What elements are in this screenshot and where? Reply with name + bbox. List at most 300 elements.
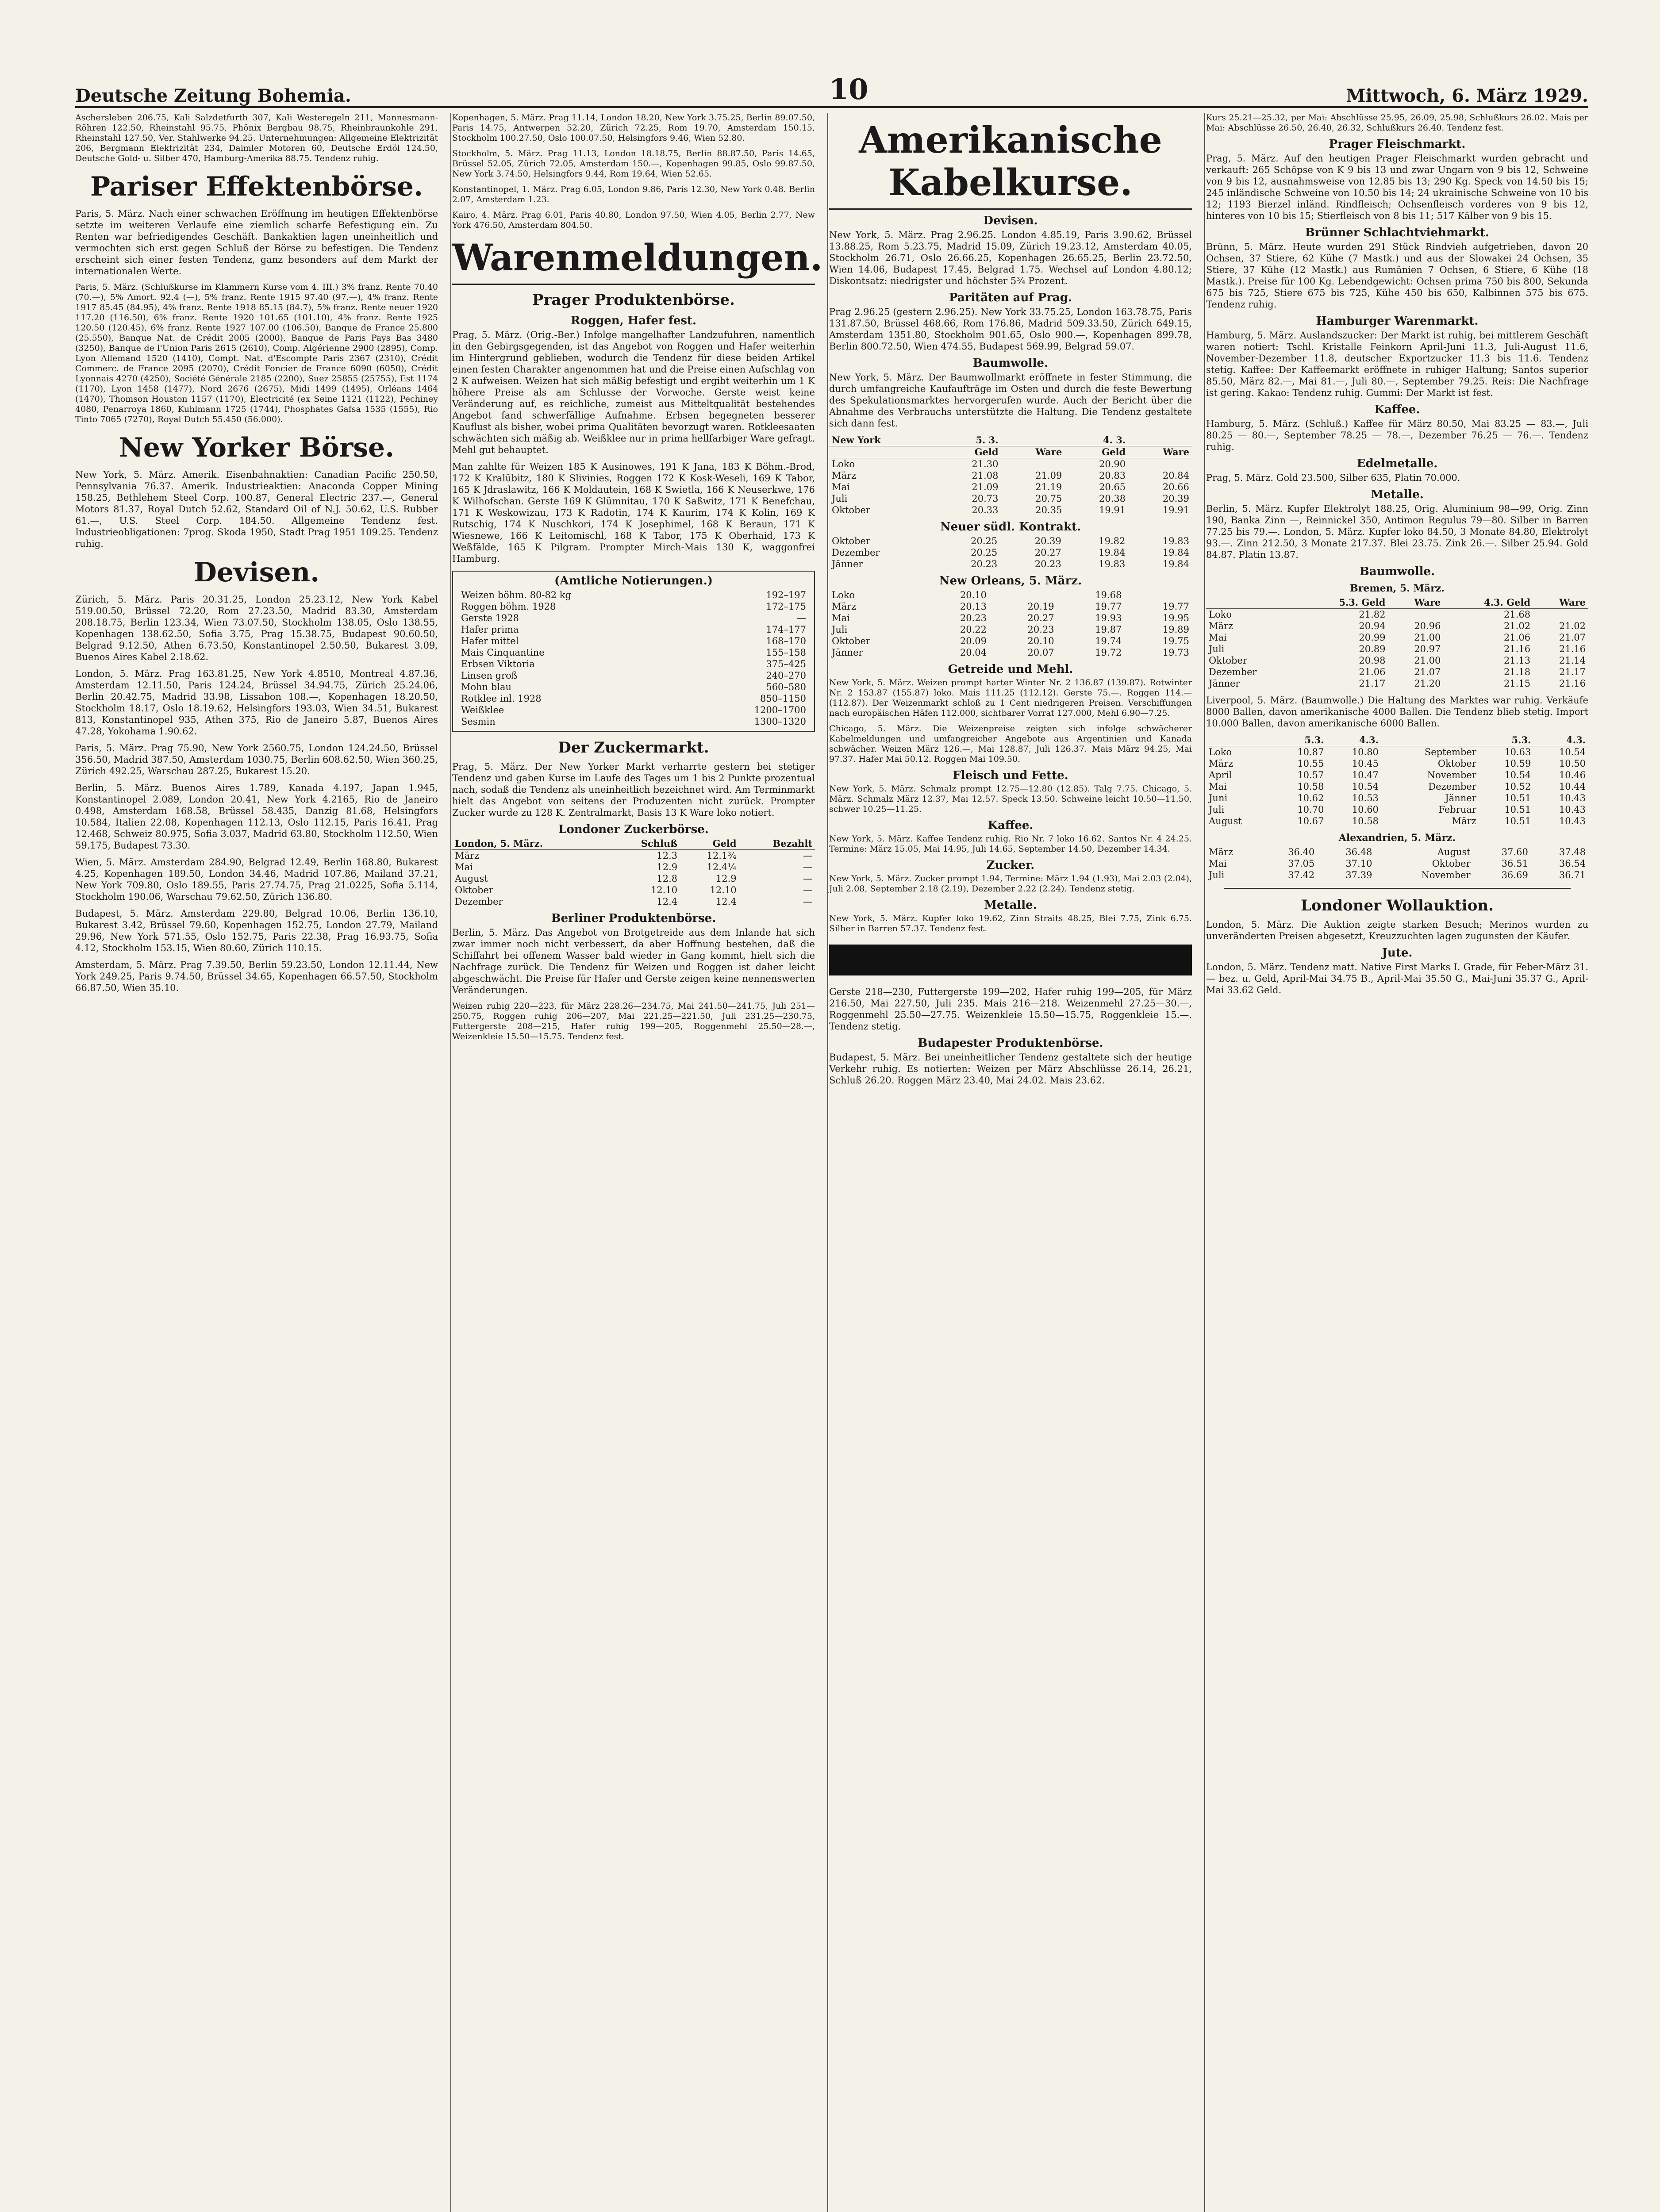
table-header-cell: New York: [829, 434, 938, 446]
table-cell: 168–170: [766, 636, 806, 646]
table-row: [1206, 781, 1588, 792]
table-header-cell: [1001, 434, 1065, 446]
article-text: New York, 5. März. Schmalz prompt 12.75—12.80 (12.85). Talg 7.75. Chicago, 5. März. Schmalz März 12.37, Mai 12.57. Speck 13.50. Schweine leicht 10.50—11.50, schwer 10.25—11.25.: [829, 784, 1192, 814]
table-cell: 172–175: [766, 601, 806, 612]
table-cell: Loko: [1209, 609, 1232, 620]
table-cell: —: [803, 873, 812, 884]
subsection-label: Jute.: [1382, 946, 1413, 960]
table-cell: 12.3: [657, 850, 678, 861]
table-header-cell: Ware: [1533, 597, 1588, 609]
table-cell: 19.73: [1162, 647, 1189, 658]
table-cell: 10.62: [1297, 793, 1324, 803]
table-cell: 21.02: [1503, 621, 1531, 631]
table-cell: 12.9: [715, 873, 737, 884]
table-cell: 36.40: [1288, 847, 1315, 857]
table-cell: 20.97: [1414, 644, 1441, 654]
table-row: [829, 601, 1192, 612]
table-header-cell: 4.3. Geld: [1443, 597, 1533, 609]
table-row: [829, 535, 1192, 547]
subsection-label: Neuer südl. Kontrakt.: [940, 520, 1081, 534]
section-heading: Devisen.: [193, 557, 320, 588]
table-cell: 20.13: [960, 601, 987, 612]
divider: [1224, 888, 1571, 889]
table-cell: 19.77: [1162, 601, 1189, 612]
article-text: Paris, 5. März. Nach einer schwachen Eröffnung im heutigen Effektenbörse setzte im weiteren Verlaufe eine ziemlich scharfe Befestigung ein. Zu Renten war befriedigendes Geschäft. Bankaktien lagen uneinheitlich und vermochten sich erst gegen Schluß der Börse zu befestigen. Die Tendenz erscheint sich einer festen Tendenz, ganz besonders auf dem Markt der internationalen Werte.: [75, 208, 438, 276]
orleans-table: [829, 589, 1192, 658]
table-cell: Erbsen Viktoria: [461, 659, 535, 669]
subsection-label: Brünner Schlachtviehmarkt.: [1305, 226, 1490, 239]
table-cell: 19.95: [1162, 613, 1189, 623]
table-cell: 10.54: [1559, 747, 1586, 757]
column-rule: [450, 113, 451, 2212]
table-row: [1206, 858, 1588, 869]
table-cell: 192–197: [766, 590, 806, 600]
table-cell: Juli: [832, 624, 848, 635]
table-row: [829, 481, 1192, 493]
article-text: Kurs 25.21—25.32, per Mai: Abschlüsse 25.95, 26.09, 25.98, Schlußkurs 26.02. Mais per Mai: Abschlüsse 26.50, 26.40, 26.32, Schlußkurs 26.40. Tendenz fest.: [1206, 113, 1588, 133]
table-cell: 12.8: [657, 873, 678, 884]
subsection-heading: Prager Produktenbörse.: [532, 291, 735, 309]
table-cell: Loko: [832, 590, 855, 600]
table-cell: Mai: [1209, 781, 1227, 792]
table-cell: 20.23: [960, 613, 987, 623]
table-cell: [1388, 609, 1444, 621]
table-cell: Hafer mittel: [461, 636, 519, 646]
table-cell: 19.82: [1099, 536, 1126, 546]
table-row: [458, 681, 809, 693]
table-cell: Loko: [832, 459, 855, 469]
table-cell: 21.68: [1503, 609, 1531, 620]
subsection-label: Londoner Zuckerbörse.: [558, 823, 709, 836]
table-cell: 20.99: [1359, 632, 1386, 643]
table-header-cell: [829, 446, 938, 458]
table-cell: August: [455, 873, 488, 884]
subsection-label: Paritäten auf Prag.: [949, 291, 1072, 304]
article-text: Zürich, 5. März. Paris 20.31.25, London 25.23.12, New York Kabel 519.00.50, Brüssel 72.20, Rom 27.23.50, Madrid 83.30, Amsterdam 208.18.75, Berlin 123.34, Wien 73.07.50, Stockholm 138.05, Oslo 138.55, Kopenhagen 138.62.50, Sofia 3.75, Prag 15.38.75, Budapest 90.60.50, Belgrad 9.12.50, Athen 6.73.50, Konstantinopel 2.50.50, Bukarest 3.09, Buenos Aires Kabel 2.18.62.: [75, 594, 438, 662]
subsection-label: Kaffee.: [988, 819, 1034, 832]
article-text: Brünn, 5. März. Heute wurden 291 Stück Rindvieh aufgetrieben, davon 20 Ochsen, 37 Stiere, 62 Kühe (7 Mastk.) und aus der Slowakei 24 Ochsen, 35 Stiere, 37 Kühe (12 Mastk.) aus Rumänien 7 Ochsen, 6 Stiere, 6 Kühe (18 Mastk.). Preise für 100 Kg. Lebendgewicht: Ochsen prima 750 bis 800, Sekunda 675 bis 725, Stiere 675 bis 725, Kühe 450 bis 650, Kalbinnen 575 bis 675. Tendenz ruhig.: [1206, 242, 1588, 310]
table-cell: 10.54: [1504, 770, 1531, 780]
table-cell: 21.07: [1559, 632, 1586, 643]
table-cell: 20.38: [1099, 493, 1126, 504]
table-cell: [1124, 589, 1192, 601]
table-row: [452, 896, 815, 907]
table-cell: März: [832, 470, 857, 481]
bremen-table: [1206, 597, 1588, 689]
table-cell: —: [803, 896, 812, 907]
table-cell: 36.51: [1501, 858, 1528, 869]
table-cell: Weißklee: [461, 705, 504, 715]
table-cell: Mai: [1209, 858, 1227, 869]
table-header-cell: [1128, 434, 1192, 446]
subsection-label: Prager Fleischmarkt.: [1329, 138, 1466, 151]
table-cell: März: [1452, 816, 1476, 826]
table-row: [458, 647, 809, 658]
column-4: [1206, 113, 1588, 1001]
table-cell: 20.22: [960, 624, 987, 635]
table-cell: —: [803, 885, 812, 895]
table-header-cell: Ware: [1001, 446, 1065, 458]
table-row: [1206, 655, 1588, 666]
table-row: [1206, 632, 1588, 643]
table-cell: 19.75: [1162, 636, 1189, 646]
alexandria-table: [1206, 846, 1588, 881]
column-rule: [827, 113, 828, 2212]
table-cell: Oktober: [1432, 858, 1471, 869]
article-text: New York, 5. März. Prag 2.96.25. London 4.85.19, Paris 3.90.62, Brüssel 13.88.25, Rom 5.23.75, Madrid 15.09, Zürich 19.23.12, Amsterdam 40.05, Stockholm 26.71, Oslo 26.66.25, Kopenhagen 26.65.25, Berlin 23.72.50, Wien 14.06, Budapest 17.45, Belgrad 1.75. Wechsel auf London 4.80.12; Diskontsatz: niedrigster und höchster 5¾ Prozent.: [829, 230, 1192, 286]
article-text: New York, 5. März. Amerik. Eisenbahnaktien: Canadian Pacific 250.50, Pennsylvania 76.37. Amerik. Industrieaktien: Anaconda Copper Mining 158.25, Bethlehem Steel Corp. 100.87, General Electric 237.—, General Motors 81.37, Royal Dutch 52.62, Standard Oil of N.J. 50.62, U.S. Rubber 61.—, U.S. Steel Corp. 184.50. Allgemeine Tendenz fest. Industrieobligationen: 7prog. Skoda 1950, Stadt Prag 1951 109.25. Tendenz ruhig.: [75, 469, 438, 549]
table-row: [1206, 769, 1588, 781]
table-cell: 21.19: [1035, 482, 1062, 492]
table-cell: August: [1437, 847, 1471, 857]
official-quotes-box: [452, 571, 815, 732]
table-row: [452, 873, 815, 884]
table-row: [458, 624, 809, 635]
table-header-cell: 4.3.: [1326, 734, 1381, 746]
table-cell: 10.51: [1504, 793, 1531, 803]
section-heading: Warenmeldungen.: [452, 237, 815, 285]
table-cell: Oktober: [455, 885, 493, 895]
table-cell: 20.23: [971, 559, 998, 569]
table-cell: 37.48: [1559, 847, 1586, 857]
table-cell: 37.42: [1288, 870, 1315, 880]
article-text: Amsterdam, 5. März. Prag 7.39.50, Berlin 59.23.50, London 12.11.44, New York 249.25, Paris 9.74.50, Brüssel 34.65, Kopenhagen 66.57.50, Stockholm 66.87.50, Wien 35.10.: [75, 960, 438, 993]
table-cell: 20.35: [1035, 505, 1062, 515]
table-cell: 20.09: [960, 636, 987, 646]
table-cell: 20.33: [972, 505, 999, 515]
table-cell: Mohn blau: [461, 682, 512, 692]
table-cell: 10.80: [1352, 747, 1379, 757]
subsection-label: Zucker.: [986, 859, 1035, 872]
table-header-cell: [1381, 734, 1479, 746]
table-cell: 10.44: [1559, 781, 1586, 792]
table-cell: Loko: [1209, 747, 1232, 757]
table-cell: 155–158: [766, 647, 806, 658]
subsection-label: Budapester Produktenbörse.: [918, 1037, 1103, 1050]
subsection-heading: Londoner Wollauktion.: [1301, 897, 1494, 914]
table-cell: 12.10: [651, 885, 678, 895]
subsection-label: Fleisch und Fette.: [953, 769, 1068, 782]
table-cell: 12.4: [657, 896, 678, 907]
table-cell: 19.93: [1095, 613, 1122, 623]
subsection-label: Getreide und Mehl.: [948, 663, 1073, 676]
table-cell: 10.46: [1559, 770, 1586, 780]
table-cell: 19.83: [1162, 536, 1189, 546]
subsection-label: Baumwolle.: [972, 357, 1049, 370]
quotes-table: [458, 589, 809, 727]
table-cell: September: [1424, 747, 1476, 757]
table-cell: 10.67: [1297, 816, 1324, 826]
table-cell: [1001, 458, 1065, 470]
table-row: [452, 850, 815, 862]
table-cell: 20.73: [972, 493, 999, 504]
table-row: [829, 589, 1192, 601]
article-text: London, 5. März. Prag 163.81.25, New York 4.8510, Montreal 4.87.36, Amsterdam 12.11.50, Paris 124.24, Brüssel 34.94.75, Zürich 25.24.06, Berlin 20.42.75, Madrid 33.98, Lissabon 108.—, Kopenhagen 18.20.50, Stockholm 18.17, Oslo 18.19.62, Helsingfors 193.03, Wien 34.51, Bukarest 813, Konstantinopel 935, Athen 375, Rio de Janeiro 5.87, Buenos Aires 47.28, Yokohama 1.90.62.: [75, 668, 438, 737]
table-cell: 19.77: [1095, 601, 1122, 612]
table-row: [1206, 746, 1588, 758]
table-row: [458, 716, 809, 727]
table-cell: 20.07: [1027, 647, 1054, 658]
table-row: [458, 601, 809, 612]
table-cell: 19.91: [1162, 505, 1189, 515]
table-cell: März: [1209, 758, 1233, 769]
table-cell: 21.08: [972, 470, 999, 481]
table-header-cell: London, 5. März.: [452, 838, 610, 850]
table-cell: Jänner: [1209, 678, 1240, 689]
table-cell: 20.96: [1414, 621, 1441, 631]
table-cell: 12.10: [710, 885, 737, 895]
table-cell: Mai: [1209, 632, 1227, 643]
table-row: [1206, 792, 1588, 804]
table-cell: März: [1209, 847, 1233, 857]
table-cell: Februar: [1438, 804, 1476, 815]
table-cell: 10.51: [1504, 804, 1531, 815]
table-row: [1206, 804, 1588, 815]
table-header-cell: [1206, 597, 1299, 609]
table-cell: 21.18: [1503, 667, 1531, 677]
table-row: [1206, 869, 1588, 881]
article-text: Budapest, 5. März. Bei uneinheitlicher Tendenz gestaltete sich der heutige Verkehr ruhig. Es notierten: Weizen per März Abschlüsse 26.14, 26.21, Schluß 26.20. Roggen März 23.40, Mai 24.02. Mais 23.62.: [829, 1052, 1192, 1086]
table-cell: Jänner: [832, 559, 863, 569]
table-cell: 21.17: [1359, 678, 1386, 689]
table-cell: 19.74: [1095, 636, 1122, 646]
table-cell: 20.83: [1099, 470, 1126, 481]
section-heading: Pariser Effektenbörse.: [90, 171, 423, 202]
table-cell: 21.30: [972, 459, 999, 469]
table-cell: 12.4: [715, 896, 737, 907]
table-cell: 21.14: [1559, 655, 1586, 666]
table-cell: 20.19: [1027, 601, 1054, 612]
table-row: [458, 635, 809, 647]
table-cell: März: [832, 601, 857, 612]
table-cell: 21.07: [1414, 667, 1441, 677]
table-cell: 20.66: [1162, 482, 1189, 492]
article-text: Prag, 5. März. Auf den heutigen Prager Fleischmarkt wurden gebracht und verkauft: 265 Schöpse von K 9 bis 13 und zwar Ungarn von 9 bis 12, Schweine von 9 bis 12, ausnahmsweise von 12.85 bis 13; 290 Kg. Speck von 14.50 bis 15; 245 inländische Schweine von 10.50 bis 14; 24 ukrainische Schweine von 10 bis 12; 1193 Bierzel inländ. Rindfleisch; Ochsenfleisch vorderes von 9 bis 12, hinteres von 10 bis 15; Stierfleisch von 8 bis 11; 517 Kälber von 9 bis 15.: [1206, 153, 1588, 221]
table-cell: 20.27: [1027, 613, 1054, 623]
subsection-label: Devisen.: [983, 214, 1038, 227]
table-cell: Mai: [455, 862, 473, 872]
table-row: [452, 861, 815, 873]
table-row: [829, 624, 1192, 635]
column-2: [452, 113, 823, 1047]
box-title: (Amtliche Notierungen.): [554, 574, 713, 588]
table-cell: Dezember: [455, 896, 503, 907]
article-text: Berlin, 5. März. Buenos Aires 1.789, Kanada 4.197, Japan 1.945, Konstantinopel 2.089, London 20.41, New York 4.2165, Rio de Janeiro 0.498, Amsterdam 168.58, Brüssel 58.435, Danzig 81.68, Helsingfors 10.584, Italien 22.08, Kopenhagen 112.13, Oslo 112.15, Paris 16.41, Prag 12.468, Schweiz 80.975, Sofia 3.037, Madrid 63.80, Stockholm 112.50, Wien 59.175, Budapest 73.30.: [75, 783, 438, 851]
article-text: New York, 5. März. Zucker prompt 1.94, Termine: März 1.94 (1.93), Mai 2.03 (2.04), Juli 2.08, September 2.18 (2.19), Dezember 2.22 (2.24). Tendenz stetig.: [829, 874, 1192, 894]
table-cell: 10.43: [1559, 793, 1586, 803]
section-heading: Amerikanische Kabelkurse.: [829, 119, 1192, 210]
table-cell: [1128, 458, 1192, 470]
table-cell: Hafer prima: [461, 624, 519, 635]
table-row: [458, 670, 809, 681]
table-cell: 240–270: [766, 670, 806, 681]
table-header-cell: 5.3.: [1479, 734, 1534, 746]
subsection-label: New Orleans, 5. März.: [939, 574, 1082, 588]
article-text: Prag 2.96.25 (gestern 2.96.25). New York 33.75.25, London 163.78.75, Paris 131.87.50, Brüssel 468.66, Rom 176.86, Madrid 509.33.50, Zürich 649.15, Amsterdam 1351.80, Stockholm 901.65, Oslo 900.—, Kopenhagen 899.78, Berlin 800.72.50, Wien 474.55, Budapest 569.99, Belgrad 59.07.: [829, 307, 1192, 352]
table-cell: 36.69: [1501, 870, 1528, 880]
table-cell: 20.84: [1162, 470, 1189, 481]
table-cell: 21.16: [1559, 678, 1586, 689]
subsection-label: Baumwolle.: [1359, 565, 1435, 578]
table-row: [829, 493, 1192, 504]
table-cell: —: [797, 613, 806, 623]
market-label: Bremen, 5. März.: [1350, 583, 1445, 594]
table-header-cell: 5.3.: [1272, 734, 1327, 746]
table-cell: Oktober: [1209, 655, 1247, 666]
table-cell: 21.06: [1503, 632, 1531, 643]
table-cell: 21.17: [1559, 667, 1586, 677]
table-cell: 10.43: [1559, 816, 1586, 826]
table-cell: 10.47: [1352, 770, 1379, 780]
article-text: Paris, 5. März. Prag 75.90, New York 2560.75, London 124.24.50, Brüssel 356.50, Madrid 387.50, Amsterdam 1030.75, Berlin 608.62.50, Wien 360.25, Zürich 492.25, Warschau 287.25, Bukarest 15.20.: [75, 743, 438, 776]
table-cell: 20.25: [971, 547, 998, 558]
subsection-label: Edelmetalle.: [1356, 457, 1438, 470]
table-cell: 10.51: [1504, 816, 1531, 826]
article-text: New York, 5. März. Kupfer loko 19.62, Zinn Straits 48.25, Blei 7.75, Zink 6.75. Silber in Barren 57.37. Tendenz fest.: [829, 914, 1192, 933]
table-row: [829, 504, 1192, 516]
table-cell: Weizen böhm. 80-82 kg: [461, 590, 571, 600]
table-cell: 20.27: [1034, 547, 1061, 558]
subsection-label: Berliner Produktenbörse.: [551, 912, 716, 925]
article-text: New York, 5. März. Kaffee Tendenz ruhig. Rio Nr. 7 loko 16.62. Santos Nr. 4 24.25. Termine: März 15.05, Mai 14.95, Juli 14.65, September 14.50, Dezember 14.34.: [829, 834, 1192, 854]
table-header-cell: Bezahlt: [739, 838, 815, 850]
table-cell: Juni: [1209, 793, 1228, 803]
table-cell: Juli: [1209, 644, 1225, 654]
table-cell: 19.91: [1099, 505, 1126, 515]
table-cell: Oktober: [1437, 758, 1476, 769]
table-cell: 21.13: [1503, 655, 1531, 666]
table-cell: 20.04: [960, 647, 987, 658]
subsection-heading: Der Zuckermarkt.: [558, 739, 709, 757]
table-header-cell: 5.3. Geld: [1299, 597, 1388, 609]
article-text: New York, 5. März. Der Baumwollmarkt eröffnete in fester Stimmung, die durch umfangreiche Kaufaufträge im Osten und durch die feste Bewertung des Spekulationsmarktes hervorgerufen wurde. Auch der Bericht über die Abnahme des Verbrauchs unterstützte die Haltung. Die Tendenz gestaltete sich dann fest.: [829, 372, 1192, 429]
table-cell: 19.84: [1162, 547, 1189, 558]
subsection-label: Hamburger Warenmarkt.: [1316, 315, 1479, 328]
table-cell: 10.55: [1297, 758, 1324, 769]
table-header-cell: Geld: [938, 446, 1001, 458]
table-cell: 19.68: [1095, 590, 1122, 600]
table-row: [829, 647, 1192, 658]
table-cell: 375–425: [766, 659, 806, 669]
table-cell: Mai: [832, 613, 850, 623]
table-row: [1206, 620, 1588, 632]
article-text: Hamburg, 5. März. (Schluß.) Kaffee für März 80.50, Mai 83.25 — 83.—, Juli 80.25 — 80.—, September 78.25 — 78.—, Dezember 76.25 — 76.—. Tendenz ruhig.: [1206, 419, 1588, 452]
table-row: [829, 458, 1192, 470]
table-cell: Mai: [832, 482, 850, 492]
table-cell: [989, 589, 1057, 601]
table-cell: 1200–1700: [754, 705, 806, 715]
table-cell: 20.89: [1359, 644, 1386, 654]
table-cell: 21.20: [1414, 678, 1441, 689]
newspaper-title: Deutsche Zeitung Bohemia.: [75, 85, 351, 106]
table-cell: 12.1¾: [707, 850, 737, 861]
table-cell: 21.09: [972, 482, 999, 492]
table-row: [452, 884, 815, 896]
table-cell: 10.52: [1504, 781, 1531, 792]
table-header-cell: 4.3.: [1533, 734, 1588, 746]
table-row: [1206, 758, 1588, 769]
table-cell: Dezember: [1209, 667, 1257, 677]
table-cell: 37.39: [1345, 870, 1372, 880]
table-cell: Oktober: [832, 636, 870, 646]
table-cell: 20.98: [1359, 655, 1386, 666]
table-row: [829, 635, 1192, 647]
sugar-table: [452, 838, 815, 907]
table-cell: —: [803, 850, 812, 861]
table-cell: 10.63: [1504, 747, 1531, 757]
column-3: [829, 113, 1192, 1091]
table-row: [829, 612, 1192, 624]
table-cell: Juli: [1209, 804, 1225, 815]
article-text: Chicago, 5. März. Die Weizenpreise zeigten sich infolge schwächerer Kabelmeldungen und umfangreicher Angebote aus Argentinien und Kanada schwächer. Weizen März 126.—, Mai 128.87, Juli 126.37. Mais März 94.25, Mai 97.37. Hafer Mai 50.12. Roggen Mai 109.50.: [829, 724, 1192, 764]
table-cell: Gerste 1928: [461, 613, 519, 623]
article-text: Paris, 5. März. (Schlußkurse im Klammern Kurse vom 4. III.) 3% franz. Rente 70.40 (70.—), 5% Amort. 92.4 (—), 5% franz. Rente 1915 97.40 (97.—), 4% franz. Rente 1917 85.45 (84.95), 4% franz. Rente 1918 85.15 (84.7), 5% franz. Rente neuer 1920 117.20 (116.50), 6% franz. Rente 1920 101.65 (101.10), 4% franz. Rente 1925 120.50 (120.45), 6% franz. Rente 1927 107.00 (106.50), Banque de France 25.800 (25.550), Banque Nat. de Crédit 2005 (2000), Banque de Paris Pays Bas 3480 (3250), Banque de l'Union Paris 2615 (2610), Comp. Algérienne 2900 (2895), Comp. Lyon Allemand 1520 (1410), Compt. Nat. d'Escompte Paris 2367 (2310), Crédit Commerc. de France 2095 (2070), Crédit Foncier de France 6090 (6050), Crédit Lyonnais 4270 (4250), Société Générale 2185 (2200), Suez 25855 (25755), Est 1174 (1170), Lyon 1458 (1477), Nord 2676 (2675), Midi 1499 (1495), Orléans 1464 (1470), Thomson Houston 1157 (1170), Electricité (ex Seine 1121 (1122), Pechiney 4080, Penarroya 1860, Kuhlmann 1725 (1744), Phosphates Gafsa 1535 (1555), Rio Tinto 7065 (7270), Royal Dutch 55.450 (56.000).: [75, 282, 438, 424]
article-text: Prag, 5. März. (Orig.-Ber.) Infolge mangelhafter Landzufuhren, namentlich in den Gebirgsgegenden, ist das Angebot von Roggen und Hafer weiterhin im Hintergrund geblieben, wodurch die Tendenz für diese beiden Artikel einen festen Charakter angenommen hat und die Preise einen Aufschlag von 2 K aufweisen. Weizen hat sich mäßig befestigt und ergibt weiterhin um 1 K höhere Preise als am Schlusse der Vorwoche. Gerste weist keine Veränderung auf, es reichliche, zumeist aus Mitteltqualität bestehendes Angebot fand schwerfällige Aufnahme. Erbsen begegneten besserer Kauflust als bisher, wobei prima Qualitäten bevorzugt waren. Rotkleesaaten schwächten sich mäßig ab. Weißklee nur in prima hellfarbiger Ware gefragt. Mehl gut behauptet.: [452, 330, 815, 455]
cotton-table: [829, 434, 1192, 516]
table-header-cell: Schluß: [610, 838, 680, 850]
table-cell: 21.82: [1359, 609, 1386, 620]
table-cell: März: [455, 850, 480, 861]
article-text: Konstantinopel, 1. März. Prag 6.05, London 9.86, Paris 12.30, New York 0.48. Berlin 2.07, Amsterdam 1.23.: [452, 184, 815, 204]
table-cell: 20.23: [1034, 559, 1061, 569]
table-cell: 850–1150: [760, 693, 806, 704]
table-cell: —: [803, 862, 812, 872]
table-cell: 21.00: [1414, 632, 1441, 643]
column-1: [75, 113, 438, 999]
article-text: Liverpool, 5. März. (Baumwolle.) Die Haltung des Marktes war ruhig. Verkäufe 8000 Ballen, davon amerikanische 4000 Ballen. Die Tendenz blieb stetig. Import 10.000 Ballen, davon amerikanische 6000 Ballen.: [1206, 695, 1588, 729]
table-cell: Juli: [1209, 870, 1225, 880]
table-cell: Jänner: [832, 647, 863, 658]
table-cell: 21.02: [1559, 621, 1586, 631]
table-row: [458, 693, 809, 704]
table-cell: Oktober: [832, 536, 870, 546]
table-cell: Dezember: [1428, 781, 1476, 792]
table-cell: 10.45: [1352, 758, 1379, 769]
table-row: [829, 547, 1192, 558]
masthead: [75, 66, 1588, 108]
table-cell: 19.87: [1095, 624, 1122, 635]
table-cell: 19.89: [1162, 624, 1189, 635]
table-row: [1206, 815, 1588, 827]
table-cell: 10.54: [1352, 781, 1379, 792]
article-text: Kopenhagen, 5. März. Prag 11.14, London 18.20, New York 3.75.25, Berlin 89.07.50, Paris 14.75, Antwerpen 52.20, Zürich 72.25, Rom 19.70, Amsterdam 150.15, Stockholm 100.27.50, Oslo 100.07.50, Helsingfors 9.46, Wien 52.80.: [452, 113, 815, 143]
table-cell: 10.58: [1352, 816, 1379, 826]
table-cell: Rotklee inl. 1928: [461, 693, 542, 704]
table-cell: 37.10: [1345, 858, 1372, 869]
table-cell: 1300–1320: [754, 716, 806, 727]
table-cell: 10.60: [1352, 804, 1379, 815]
article-text: London, 5. März. Tendenz matt. Native First Marks I. Grade, für Feber-März 31.— bez. u. Geld, April-Mai 34.75 B., April-Mai 35.50 G., Mai-Juni 35.37 G., April-Mai 33.62 Geld.: [1206, 962, 1588, 995]
table-cell: 20.75: [1035, 493, 1062, 504]
table-cell: 36.54: [1559, 858, 1586, 869]
market-label: Alexandrien, 5. März.: [1338, 832, 1456, 844]
subsection-label: Roggen, Hafer fest.: [570, 314, 697, 327]
subsection-label: Metalle.: [1371, 488, 1424, 501]
liverpool-table: [1206, 734, 1588, 827]
article-text: Gerste 218—230, Futtergerste 199—202, Hafer ruhig 199—205, für März 216.50, Mai 227.50, Juli 235. Mais 216—218. Weizenmehl 27.25—30.—, Roggenmehl 25.50—27.75. Weizenkleie 15.50—15.75, Roggenkleie 15.—. Tendenz stetig.: [829, 987, 1192, 1032]
table-cell: 21.15: [1503, 678, 1531, 689]
page-number: 10: [829, 73, 868, 106]
table-header-cell: [1206, 734, 1272, 746]
table-header-cell: 4. 3.: [1064, 434, 1128, 446]
table-header-cell: Geld: [680, 838, 739, 850]
article-text: Wien, 5. März. Amsterdam 284.90, Belgrad 12.49, Berlin 168.80, Bukarest 4.25, Kopenhagen 189.50, London 34.46, Madrid 107.86, Mailand 37.21, New York 709.80, Oslo 189.55, Paris 27.74.75, Prag 21.0225, Sofia 5.114, Stockholm 190.06, Warschau 79.62.50, Zürich 136.80.: [75, 857, 438, 902]
table-cell: 12.4¼: [707, 862, 737, 872]
article-text: Berlin, 5. März. Kupfer Elektrolyt 188.25, Orig. Aluminium 98—99, Orig. Zinn 190, Banka Zinn —, Reinnickel 350, Antimon Regulus 79—80. Silber in Barren 77.25 bis 79.—. London, 5. März. Kupfer loko 84.50, 3 Monate 84.80, Elektrolyt 93.—. Zinn 212.50, 3 Monate 217.37. Blei 23.75. Zink 26.—. Silber 25.94. Gold 84.87. Platin 13.87.: [1206, 503, 1588, 560]
table-cell: 21.16: [1503, 644, 1531, 654]
table-cell: Oktober: [832, 505, 870, 515]
article-text: Berlin, 5. März. Das Angebot von Brotgetreide aus dem Inlande hat sich zwar immer noch nicht verbessert, da aber Hoffnung bestehen, daß die Schiffahrt bei offenem Wasser bald wieder in Gang kommt, hielt sich die Nachfrage zurück. Die Tendenz für Weizen und Roggen ist daher leicht abgeschwächt. Die Preise für Hafer und Gerste zeigen keine nennenswerten Veränderungen.: [452, 927, 815, 995]
